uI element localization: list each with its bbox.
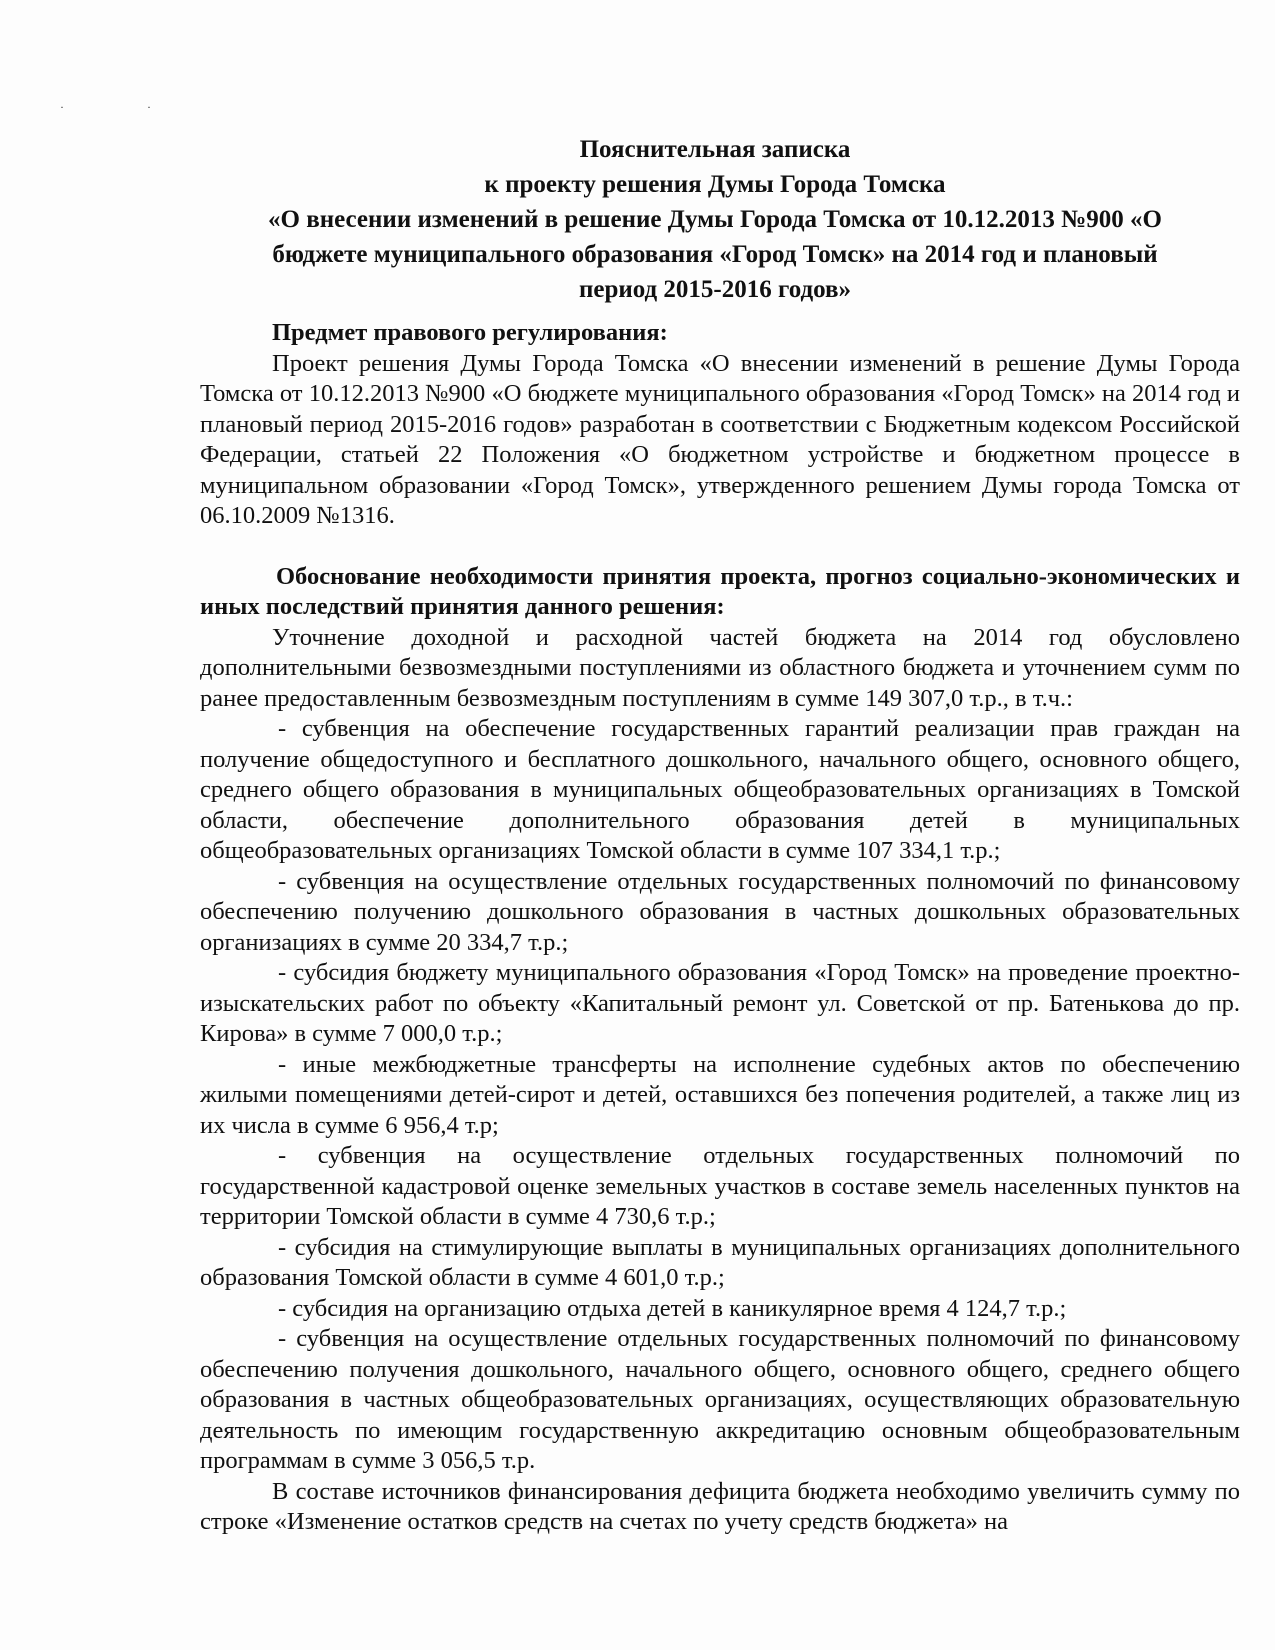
list-item: - субсидия на стимулирующие выплаты в муниципальных организациях дополнительного образования Томской области в сумме 4 601,0 т.р.; xyxy=(200,1233,1240,1291)
list-item: - субвенция на осуществление отдельных государственных полномочий по финансовому обеспечению получению дошкольного образования в частных дошкольных образовательных организациях в сумме 20 334,7 т.р.; xyxy=(200,867,1240,956)
section-heading-regulation: Предмет правового регулирования: xyxy=(272,319,668,346)
title-line-5: период 2015-2016 годов» xyxy=(578,276,852,303)
closing-paragraph: В составе источников финансирования дефицита бюджета необходимо увеличить сумму по строке «Изменение остатков средств на счетах по учету средств бюджета» на xyxy=(200,1477,1240,1535)
title-line-4: бюджете муниципального образования «Город Томск» на 2014 год и плановый xyxy=(272,241,1158,268)
section-spacer xyxy=(200,532,1275,562)
document-title xyxy=(215,132,1215,307)
list-item: - субсидия на организацию отдыха детей в каникулярное время 4 124,7 т.р.; xyxy=(278,1294,1067,1322)
title-line-3: «О внесении изменений в решение Думы Города Томска от 10.12.2013 №900 «О xyxy=(268,206,1162,233)
section-heading-rationale: Обоснование необходимости принятия проекта, прогноз социально-экономических и иных последствий принятия данного решения: xyxy=(200,562,1240,620)
title-line-2: к проекту решения Думы Города Томска xyxy=(484,171,946,198)
title-line-1: Пояснительная записка xyxy=(579,136,851,163)
section-intro-rationale: Уточнение доходной и расходной частей бюджета на 2014 год обусловлено дополнительными безвозмездными поступлениями из областного бюджета и уточнением сумм по ранее предоставленным безвозмездным поступлениям в сумме 149 307,0 т.р., в т.ч.: xyxy=(200,623,1240,712)
list-item: - субсидия бюджету муниципального образования «Город Томск» на проведение проектно-изыскательских работ по объекту «Капитальный ремонт ул. Советской от пр. Батенькова до пр. Кирова» в сумме 7 000,0 т.р.; xyxy=(200,959,1240,1047)
list-item: - субвенция на обеспечение государственных гарантий реализации прав граждан на получение общедоступного и бесплатного дошкольного, начального общего, основного общего, среднего общего образования в муниципальных общеобразовательных организациях в Томской области, обеспечение дополнительного образования детей в муниципальных общеобразовательных организациях Томской области в сумме 107 334,1 т.р.; xyxy=(200,715,1240,864)
list-item: - иные межбюджетные трансферты на исполнение судебных актов по обеспечению жилыми помещениями детей-сирот и детей, оставшихся без попечения родителей, а также лиц из их числа в сумме 6 956,4 т.р; xyxy=(200,1050,1240,1139)
document-body xyxy=(200,318,1275,1538)
scan-artifact-marks: · · xyxy=(60,100,191,114)
list-item: - субвенция на осуществление отдельных государственных полномочий по государственной кадастровой оценке земельных участков в составе земель населенных пунктов на территории Томской области в сумме 4 730,6 т.р.; xyxy=(200,1142,1240,1230)
list-item: - субвенция на осуществление отдельных государственных полномочий по финансовому обеспечению получения дошкольного, начального общего, основного общего, среднего общего образования в частных общеобразовательных организациях, осуществляющих образовательную деятельность по имеющим государственную аккредитацию основным общеобразовательным программам в сумме 3 056,5 т.р. xyxy=(200,1325,1240,1474)
section-text-regulation: Проект решения Думы Города Томска «О внесении изменений в решение Думы Города Томска от 10.12.2013 №900 «О бюджете муниципального образования «Город Томск» на 2014 год и плановый период 2015-2016 годов» разработан в соответствии с Бюджетным кодексом Российской Федерации, статьей 22 Положения «О бюджетном устройстве и бюджетном процессе в муниципальном образовании «Город Томск», утвержденного решением Думы города Томска от 06.10.2009 №1316. xyxy=(200,349,1240,529)
